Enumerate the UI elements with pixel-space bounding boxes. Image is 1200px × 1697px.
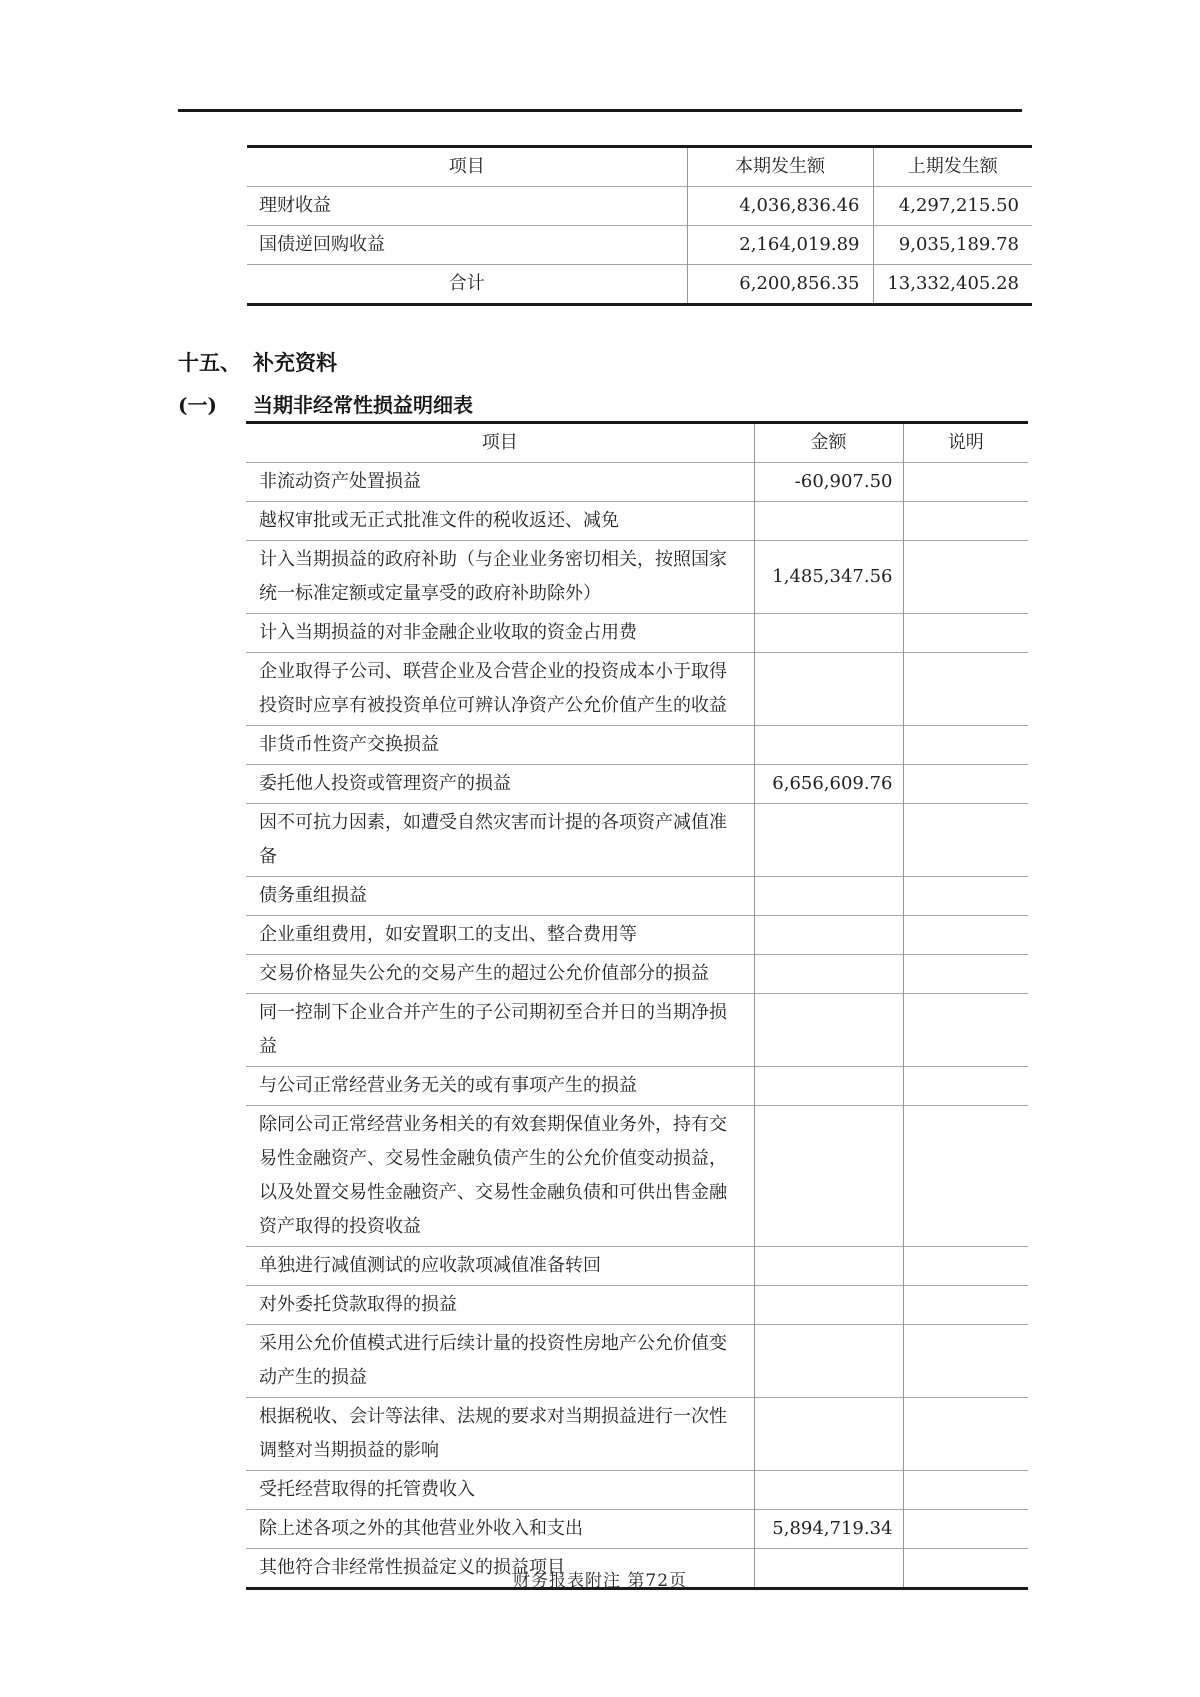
- item-cell: 除上述各项之外的其他营业外收入和支出: [246, 1510, 754, 1549]
- table-row: [247, 265, 1032, 305]
- note-cell: [903, 1106, 1028, 1247]
- current-period-total-cell: 6,200,856.35: [687, 265, 873, 305]
- table-header-row: [246, 423, 1028, 463]
- table-header-row: [247, 147, 1032, 187]
- table-row: [246, 1247, 1028, 1286]
- subsection-title: 当期非经常性损益明细表: [253, 393, 473, 417]
- table-row: [246, 877, 1028, 916]
- amount-cell: [754, 614, 903, 653]
- prior-period-amount-cell: 9,035,189.78: [873, 226, 1032, 265]
- section-heading: [178, 349, 337, 377]
- note-cell: [903, 765, 1028, 804]
- table-row: [246, 1106, 1028, 1247]
- item-cell: 对外委托贷款取得的损益: [246, 1286, 754, 1325]
- table-row: [246, 765, 1028, 804]
- table-row: [246, 726, 1028, 765]
- column-header-item: 项目: [448, 156, 485, 177]
- column-header-note: 说明: [903, 423, 1028, 463]
- amount-cell: [754, 726, 903, 765]
- amount-cell: [754, 1471, 903, 1510]
- table-row: [246, 1471, 1028, 1510]
- table-row: [246, 463, 1028, 502]
- current-period-amount-cell: 4,036,836.46: [687, 187, 873, 226]
- amount-cell: [754, 1247, 903, 1286]
- item-cell: 交易价格显失公允的交易产生的超过公允价值部分的损益: [246, 955, 754, 994]
- note-cell: [903, 1247, 1028, 1286]
- table-row: [246, 541, 1028, 614]
- table-row: [246, 1398, 1028, 1471]
- note-cell: [903, 614, 1028, 653]
- prior-period-amount-cell: 4,297,215.50: [873, 187, 1032, 226]
- column-header-amount: 金额: [754, 423, 903, 463]
- note-cell: [903, 1471, 1028, 1510]
- amount-cell: 1,485,347.56: [754, 541, 903, 614]
- item-cell: 委托他人投资或管理资产的损益: [246, 765, 754, 804]
- item-cell: 因不可抗力因素，如遭受自然灾害而计提的各项资产减值准备: [246, 804, 754, 877]
- item-cell: 采用公允价值模式进行后续计量的投资性房地产公允价值变动产生的损益: [246, 1325, 754, 1398]
- header-rule: [178, 109, 1022, 112]
- item-cell: 单独进行减值测试的应收款项减值准备转回: [246, 1247, 754, 1286]
- item-cell: 债务重组损益: [246, 877, 754, 916]
- subsection-number: (一): [178, 393, 217, 417]
- amount-cell: [754, 1286, 903, 1325]
- amount-cell: [754, 1067, 903, 1106]
- note-cell: [903, 916, 1028, 955]
- subsection-heading: [178, 391, 473, 419]
- table-row: [247, 226, 1032, 265]
- table-row: [246, 614, 1028, 653]
- column-header-current-period: 本期发生额: [687, 147, 873, 187]
- total-label-cell: 合计: [247, 265, 687, 305]
- amount-cell: [754, 877, 903, 916]
- nonrecurring-items-table-body: [246, 463, 1028, 1589]
- note-cell: [903, 463, 1028, 502]
- amount-cell: [754, 1398, 903, 1471]
- note-cell: [903, 1398, 1028, 1471]
- table-row: [246, 955, 1028, 994]
- item-cell: 计入当期损益的对非金融企业收取的资金占用费: [246, 614, 754, 653]
- period-income-table-body: [247, 187, 1032, 305]
- section-number: 十五、: [178, 350, 241, 375]
- item-cell: 根据税收、会计等法律、法规的要求对当期损益进行一次性调整对当期损益的影响: [246, 1398, 754, 1471]
- note-cell: [903, 877, 1028, 916]
- section-title: 补充资料: [253, 350, 337, 375]
- note-cell: [903, 726, 1028, 765]
- item-cell: 计入当期损益的政府补助（与企业业务密切相关，按照国家统一标准定额或定量享受的政府补助除外）: [246, 541, 754, 614]
- item-cell: 除同公司正常经营业务相关的有效套期保值业务外，持有交易性金融资产、交易性金融负债产生的公允价值变动损益，以及处置交易性金融资产、交易性金融负债和可供出售金融资产取得的投资收益: [246, 1106, 754, 1247]
- item-cell: 非流动资产处置损益: [246, 463, 754, 502]
- note-cell: [903, 502, 1028, 541]
- amount-cell: -60,907.50: [754, 463, 903, 502]
- table-row: [246, 1286, 1028, 1325]
- note-cell: [903, 994, 1028, 1067]
- page-footer: 财务报表附注 第72页: [512, 1571, 688, 1591]
- item-cell: 企业重组费用，如安置职工的支出、整合费用等: [246, 916, 754, 955]
- note-cell: [903, 1510, 1028, 1549]
- amount-cell: 6,656,609.76: [754, 765, 903, 804]
- note-cell: [903, 1325, 1028, 1398]
- prior-period-total-cell: 13,332,405.28: [873, 265, 1032, 305]
- item-cell: 其他符合非经常性损益定义的损益项目: [246, 1549, 754, 1589]
- item-cell: 与公司正常经营业务无关的或有事项产生的损益: [246, 1067, 754, 1106]
- item-cell: 国债逆回购收益: [247, 226, 687, 265]
- table-row: [246, 804, 1028, 877]
- amount-cell: [754, 955, 903, 994]
- item-cell: 越权审批或无正式批准文件的税收返还、减免: [246, 502, 754, 541]
- item-cell: 同一控制下企业合并产生的子公司期初至合并日的当期净损益: [246, 994, 754, 1067]
- period-income-table: [247, 145, 1032, 306]
- current-period-amount-cell: 2,164,019.89: [687, 226, 873, 265]
- amount-cell: 5,894,719.34: [754, 1510, 903, 1549]
- note-cell: [903, 653, 1028, 726]
- item-cell: 理财收益: [247, 187, 687, 226]
- note-cell: [903, 804, 1028, 877]
- item-cell: 非货币性资产交换损益: [246, 726, 754, 765]
- amount-cell: [754, 916, 903, 955]
- column-header-prior-period: 上期发生额: [873, 147, 1032, 187]
- table-row: [246, 1325, 1028, 1398]
- item-cell: 企业取得子公司、联营企业及合营企业的投资成本小于取得投资时应享有被投资单位可辨认净资产公允价值产生的收益: [246, 653, 754, 726]
- column-header-item: 项目: [481, 432, 518, 453]
- table-row: [246, 916, 1028, 955]
- nonrecurring-items-table: [246, 421, 1028, 1590]
- amount-cell: [754, 804, 903, 877]
- note-cell: [903, 1286, 1028, 1325]
- amount-cell: [754, 1325, 903, 1398]
- table-row: [246, 502, 1028, 541]
- amount-cell: [754, 1106, 903, 1247]
- amount-cell: [754, 994, 903, 1067]
- table-row: [246, 994, 1028, 1067]
- table-row: [246, 1510, 1028, 1549]
- note-cell: [903, 955, 1028, 994]
- table-row: [247, 187, 1032, 226]
- amount-cell: [754, 653, 903, 726]
- item-cell: 受托经营取得的托管费收入: [246, 1471, 754, 1510]
- table-row: [246, 653, 1028, 726]
- amount-cell: [754, 502, 903, 541]
- note-cell: [903, 1067, 1028, 1106]
- note-cell: [903, 541, 1028, 614]
- table-row: [246, 1067, 1028, 1106]
